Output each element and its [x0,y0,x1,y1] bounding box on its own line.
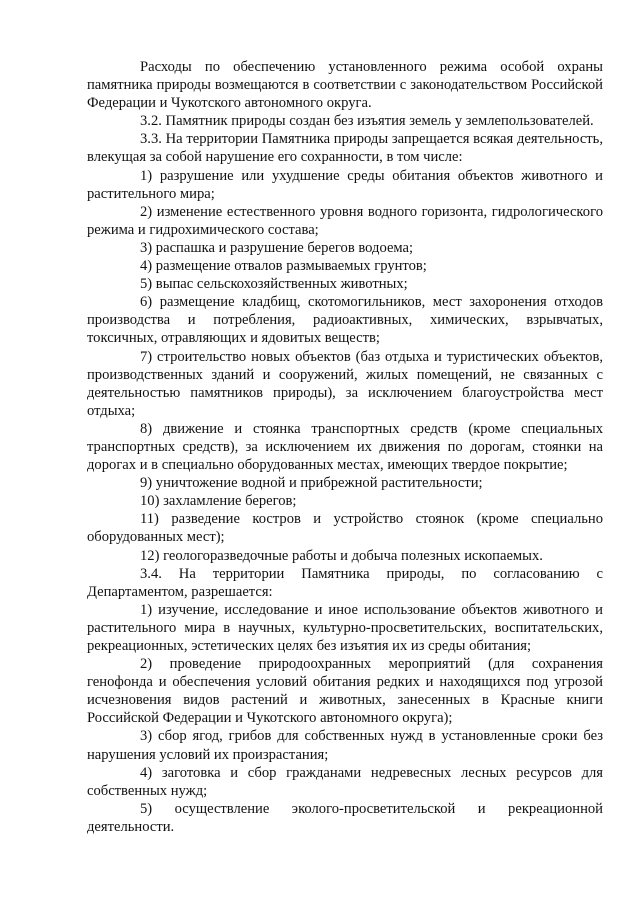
list-item-permitted-2: 2) проведение природоохранных мероприятий (для сохранения генофонда и обеспечения условий обитания редких и находящихся под угрозой исчезновения видов растений и животных, занесенных в Красные книги Российской Федерации и Чукотского автономного округа); [87,656,603,727]
list-item-prohibited-11: 11) разведение костров и устройство стоянок (кроме специально оборудованных мест); [87,511,603,546]
document-page [87,58,603,836]
list-item-prohibited-9: 9) уничтожение водной и прибрежной растительности; [140,475,483,492]
paragraph-3-3: 3.3. На территории Памятника природы запрещается всякая деятельность, влекущая за собой нарушение его сохранности, в том числе: [87,131,603,166]
list-item-prohibited-10: 10) захламление берегов; [140,493,297,510]
list-item-prohibited-3: 3) распашка и разрушение берегов водоема; [140,239,414,256]
list-item-permitted-5: 5) осуществление эколого-просветительской и рекреационной деятельности. [87,800,603,835]
paragraph-3-4: 3.4. На территории Памятника природы, по согласованию с Департаментом, разрешается: [87,565,603,600]
list-item-permitted-3: 3) сбор ягод, грибов для собственных нужд в установленные сроки без нарушения условий их произрастания; [87,728,603,763]
list-item-prohibited-1: 1) разрушение или ухудшение среды обитания объектов животного и растительного мира; [87,167,603,202]
list-item-prohibited-8: 8) движение и стоянка транспортных средств (кроме специальных транспортных средств), за исключением их движения по дорогам, стоянки на дорогах и в специально оборудованных местах, имеющих твердое покрытие; [87,420,603,474]
paragraph-3-2: 3.2. Памятник природы создан без изъятия земель у землепользователей. [140,113,594,130]
list-item-prohibited-5: 5) выпас сельскохозяйственных животных; [140,276,408,293]
paragraph-expenses: Расходы по обеспечению установленного режима особой охраны памятника природы возмещаются в соответствии с законодательством Российской Федерации и Чукотского автономного округа. [87,59,603,112]
list-item-prohibited-2: 2) изменение естественного уровня водного горизонта, гидрологического режима и гидрохимического состава; [87,203,603,238]
list-item-prohibited-4: 4) размещение отвалов размываемых грунтов; [140,258,427,275]
list-item-permitted-4: 4) заготовка и сбор гражданами недревесных лесных ресурсов для собственных нужд; [87,764,603,799]
list-item-prohibited-12: 12) геологоразведочные работы и добыча полезных ископаемых. [140,547,543,564]
list-item-prohibited-6: 6) размещение кладбищ, скотомогильников, мест захоронения отходов производства и потребления, радиоактивных, химических, взрывчатых, токсичных, отравляющих и ядовитых веществ; [87,294,603,347]
list-item-permitted-1: 1) изучение, исследование и иное использование объектов животного и растительного мира в научных, культурно-просветительских, воспитательских, рекреационных, эстетических целях без изъятия их из среды обитания; [87,601,603,654]
list-item-prohibited-7: 7) строительство новых объектов (баз отдыха и туристических объектов, производственных зданий и сооружений, жилых помещений, не связанных с деятельностью памятников природы), за исключением благоустройства мест отдыха; [87,348,603,419]
